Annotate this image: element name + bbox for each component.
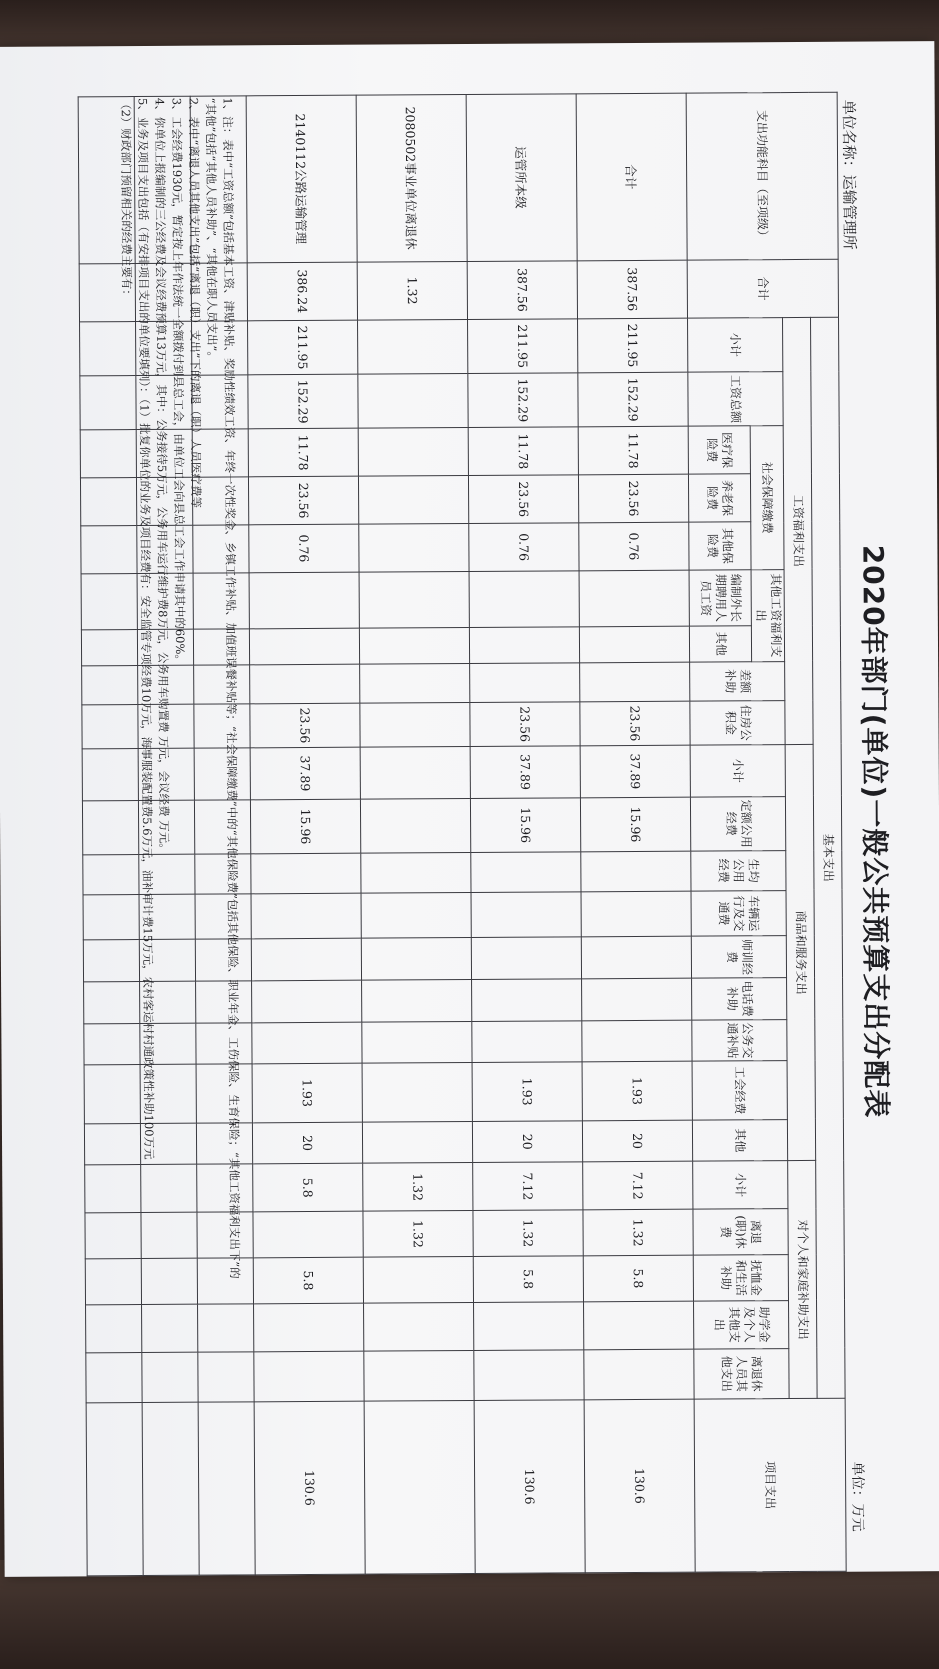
- desk-background-bottom: [0, 1560, 939, 1669]
- cell-oins: 0.76: [469, 523, 579, 572]
- cell-oww: [579, 626, 689, 662]
- cell-oins: [359, 523, 469, 572]
- row-label: 运管所本级: [466, 94, 577, 261]
- header-vehicle-ops: 车辆运行及交通费: [691, 890, 786, 936]
- cell-pen: 23.56: [468, 475, 578, 524]
- cell-wage: [358, 374, 468, 429]
- cell-total: 387.56: [577, 260, 687, 319]
- header-transport: 公务交通补贴: [692, 1019, 787, 1061]
- cell-med: 11.78: [578, 426, 688, 475]
- cell-vops: [251, 893, 361, 939]
- header-wage-total: 工资总额: [688, 372, 783, 427]
- cell-psub: 5.8: [253, 1164, 363, 1213]
- cell-total: 387.56: [467, 260, 577, 319]
- cell-trans: [472, 1021, 582, 1063]
- header-goods-services: 商品和服务支出: [785, 744, 816, 1161]
- cell-relief: [363, 1257, 473, 1303]
- header-basic: 基本支出: [811, 317, 846, 1398]
- header-other-ww: 其他: [689, 626, 751, 662]
- cell-gsub: [360, 746, 470, 799]
- cell-union: 1.93: [582, 1062, 692, 1121]
- header-retiree: 离退(职)休费: [693, 1209, 788, 1255]
- header-wage-welfare: 工资福利支出: [783, 317, 814, 744]
- cell-med: 11.78: [468, 427, 578, 476]
- cell-pen: [358, 476, 468, 525]
- cell-rother: [254, 1351, 364, 1402]
- cell-vops: [471, 891, 581, 937]
- note-line: （2）财政部门预留相关的经费主要有：: [118, 98, 134, 301]
- header-medical: 医疗保险费: [688, 426, 750, 474]
- cell-rother: [474, 1350, 584, 1401]
- cell-trans: [362, 1021, 472, 1063]
- cell-wage: 152.29: [578, 372, 688, 427]
- cell-train: [581, 937, 691, 979]
- cell-diff: [360, 663, 470, 703]
- cell-trans: [582, 1020, 692, 1062]
- header-public-funds: 定额公用经费: [690, 796, 785, 851]
- cell-veh: [581, 851, 691, 891]
- cell-union: [362, 1063, 472, 1122]
- cell-contract: [469, 571, 579, 628]
- cell-train: [251, 939, 361, 981]
- header-contract-staff: 编制外长期聘用人员工资: [689, 570, 751, 627]
- cell-union: 1.93: [472, 1062, 582, 1121]
- cell-rother: [584, 1349, 694, 1400]
- header-personal-family: 对个人和家庭补助支出: [788, 1161, 817, 1399]
- cell-oins: 0.76: [579, 522, 689, 571]
- header-per-student-funds: 生均公用经费: [691, 851, 786, 891]
- header-total: 合计: [687, 259, 838, 318]
- cell-phone: [252, 980, 362, 1022]
- cell-pen: 23.56: [578, 474, 688, 523]
- cell-oww: [249, 628, 359, 664]
- cell-gother: 20: [252, 1122, 362, 1164]
- cell-proj: 130.6: [474, 1400, 585, 1574]
- note-line: 5、业务及项目支出包括（有安排项目支出的单位要填列）：（1）批复你单位的业务及项目经费有：安全监管专项经费10万元，海事服装配置费5.6万元，油补审计费15万元，农村客运村村通政策性补助100万元: [135, 97, 157, 1160]
- cell-pen: 23.56: [248, 476, 358, 525]
- cell-contract: [359, 571, 469, 628]
- cell-diff: [580, 662, 690, 702]
- cell-wage: 152.29: [468, 373, 578, 428]
- cell-pub: 15.96: [250, 799, 360, 854]
- cell-wsub: 211.95: [578, 318, 688, 373]
- header-retiree-other: 离退休人员其他支出: [694, 1348, 789, 1399]
- cell-relief: 5.8: [253, 1257, 363, 1303]
- header-gs-other: 其他: [692, 1119, 787, 1161]
- note-line: 3、工会经费1930元，暂定按上年作法统一全额拨付到县总工会，由单位工会向县总工会工作申请其中的60%。: [169, 97, 188, 666]
- header-phone: 电话费补助: [692, 978, 787, 1020]
- cell-ret: 1.32: [473, 1210, 583, 1256]
- table-row: [466, 94, 585, 1574]
- cell-ret: 1.32: [583, 1209, 693, 1255]
- cell-psub: 7.12: [473, 1162, 583, 1211]
- cell-contract: [579, 570, 689, 627]
- cell-relief: 5.8: [473, 1256, 583, 1302]
- header-project: 项目支出: [694, 1398, 846, 1572]
- document-title: 2020年部门(单位)一般公共预算支出分配表: [856, 544, 893, 1119]
- cell-oww: [469, 627, 579, 663]
- note-line: 1、注：表中“工资总额”包括基本工资、津贴补贴、奖励性绩效工资、年终一次性奖金、乡镇工作补贴、加值班误餐补贴等；“社会保障缴费”中的“其他保险费”包括其他保险、职业年金、工伤保险、生育保险；“其他工资福利支出下”的: [220, 97, 242, 1279]
- header-housing-fund: 住房公积金: [690, 701, 785, 745]
- header-wage-subtotal: 小计: [688, 318, 783, 373]
- cell-veh: [251, 853, 361, 893]
- header-gs-subtotal: 小计: [690, 744, 785, 797]
- header-union: 工会经费: [692, 1061, 787, 1120]
- cell-med: 11.78: [248, 428, 358, 477]
- cell-gother: 20: [472, 1121, 582, 1163]
- cell-house: 23.56: [250, 703, 360, 747]
- cell-gsub: 37.89: [250, 747, 360, 800]
- cell-phone: [472, 979, 582, 1021]
- note-line: 4、你单位上报编制的三公经费及会议经费预算13万元，其中：公务接待5万元，公务用车运行维护费8万元，公务用车购置费 万元，会议经费 万元。: [152, 97, 172, 855]
- header-social-security: 社会保障缴费: [750, 426, 784, 570]
- cell-gother: [362, 1121, 472, 1163]
- cell-house: 23.56: [470, 702, 580, 746]
- cell-pub: [360, 798, 470, 853]
- header-diff-subsidy: 差额补助: [690, 661, 785, 701]
- row-label: 合计: [576, 93, 687, 260]
- cell-total: 1.32: [357, 261, 467, 320]
- cell-phone: [582, 978, 692, 1020]
- header-other-insurance: 其他保险费: [689, 522, 751, 570]
- cell-contract: [249, 572, 359, 629]
- header-pf-subtotal: 小计: [693, 1161, 788, 1209]
- cell-psub: 1.32: [363, 1163, 473, 1212]
- note-line: “其他”包括“其他人员补助”、“其他在职人员支出”。: [203, 97, 220, 363]
- cell-med: [358, 428, 468, 477]
- cell-psub: 7.12: [583, 1161, 693, 1210]
- cell-aid: [584, 1301, 694, 1350]
- cell-wsub: 211.95: [468, 319, 578, 374]
- cell-wsub: [358, 319, 468, 374]
- cell-aid: [364, 1302, 474, 1351]
- paper-sheet: [0, 41, 939, 1577]
- cell-aid: [254, 1303, 364, 1352]
- cell-train: [471, 937, 581, 979]
- footnotes: [117, 97, 245, 1538]
- row-label: 2080502事业单位离退休: [356, 95, 467, 262]
- cell-vops: [581, 891, 691, 937]
- cell-veh: [471, 852, 581, 892]
- note-line: 2、表中“离退人员其他支出”包括“离退（职）支出”下的离退（职）人员医疗费等: [186, 97, 204, 509]
- header-subject: 支出功能科目（至项级）: [686, 92, 838, 260]
- cell-rother: [364, 1350, 474, 1401]
- cell-gsub: 37.89: [580, 745, 690, 798]
- cell-veh: [361, 853, 471, 893]
- cell-gother: 20: [582, 1120, 692, 1162]
- table-row: [246, 95, 365, 1575]
- cell-total: 386.24: [247, 262, 357, 321]
- cell-diff: [470, 662, 580, 702]
- cell-gsub: 37.89: [470, 746, 580, 799]
- cell-proj: 130.6: [584, 1399, 695, 1573]
- cell-proj: 130.6: [254, 1401, 365, 1575]
- cell-pub: 15.96: [580, 797, 690, 852]
- cell-wage: 152.29: [248, 374, 358, 429]
- cell-house: [360, 703, 470, 747]
- cell-ret: [253, 1211, 363, 1257]
- cell-vops: [361, 892, 471, 938]
- cell-proj: [364, 1400, 475, 1574]
- table-row: [356, 95, 475, 1575]
- cell-oww: [359, 628, 469, 664]
- cell-ret: 1.32: [363, 1211, 473, 1257]
- unit-name: 单位名称：运输管理所: [839, 99, 859, 250]
- cell-aid: [474, 1302, 584, 1351]
- cell-relief: 5.8: [583, 1255, 693, 1301]
- header-student-aid: 助学金及个人其他支出: [694, 1300, 789, 1348]
- cell-oins: 0.76: [249, 524, 359, 573]
- budget-document: [106, 91, 905, 1576]
- row-label: 2140112公路运输管理: [246, 95, 357, 262]
- cell-wsub: 211.95: [248, 320, 358, 375]
- cell-phone: [362, 980, 472, 1022]
- header-training: 师训经费: [691, 936, 786, 978]
- cell-trans: [252, 1022, 362, 1064]
- cell-train: [361, 938, 471, 980]
- header-pension-relief: 抚恤金和生活补助: [693, 1255, 788, 1301]
- cell-union: 1.93: [252, 1064, 362, 1123]
- header-pension: 养老保险费: [688, 474, 750, 522]
- table-row: [576, 93, 695, 1573]
- unit-label: 单位：万元: [848, 1461, 866, 1532]
- cell-house: 23.56: [580, 701, 690, 745]
- header-other-wage-welfare: 其他工资福利支出: [751, 569, 785, 661]
- cell-diff: [250, 664, 360, 704]
- cell-pub: 15.96: [470, 798, 580, 853]
